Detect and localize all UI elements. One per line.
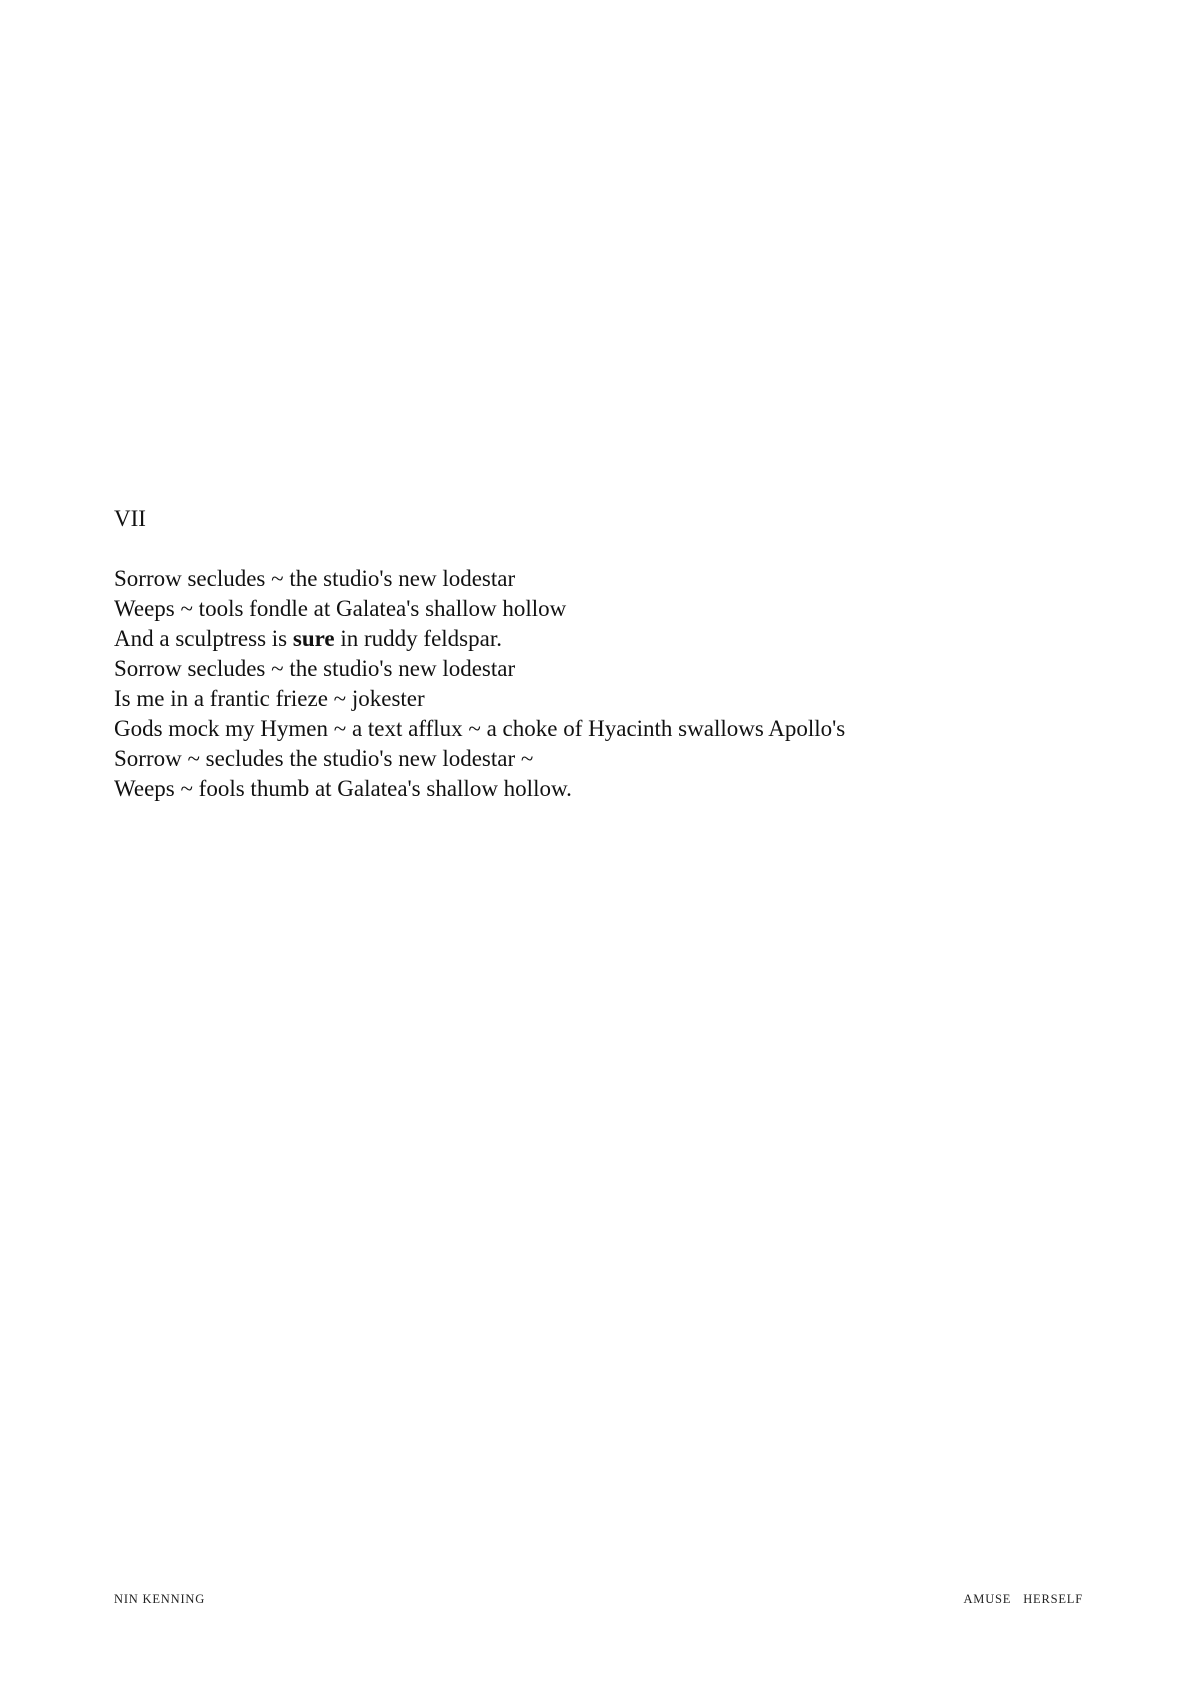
poem-line-3-end: in ruddy feldspar.: [334, 626, 502, 651]
poem-line-1: Sorrow secludes ~ the studio's new lodestar: [114, 566, 516, 591]
footer-title-word-2: HERSELF: [1023, 1592, 1083, 1606]
poem-line-6: Gods mock my Hymen ~ a text afflux ~ a choke of Hyacinth swallows Apollo's: [114, 716, 846, 741]
poem-line-7: Sorrow ~ secludes the studio's new lodestar ~: [114, 746, 534, 771]
poem-line-3-start: And a sculptress is: [114, 626, 293, 651]
poem-line-5: Is me in a frantic frieze ~ jokester: [114, 686, 425, 711]
section-number: VII: [114, 506, 146, 531]
poem-line-3: [114, 624, 1114, 654]
poem-line-8: Weeps ~ fools thumb at Galatea's shallow hollow.: [114, 776, 572, 801]
poem-line-2: Weeps ~ tools fondle at Galatea's shallow hollow: [114, 596, 567, 621]
footer-title-word-1: AMUSE: [963, 1592, 1012, 1606]
footer-book-title: [963, 1592, 1083, 1607]
poem-stanza: [114, 564, 1114, 804]
poem-section: [114, 504, 1114, 804]
footer-author: NIN KENNING: [114, 1592, 206, 1606]
emphasized-word: sure: [292, 626, 335, 651]
poem-line-4: Sorrow secludes ~ the studio's new lodestar: [114, 656, 516, 681]
